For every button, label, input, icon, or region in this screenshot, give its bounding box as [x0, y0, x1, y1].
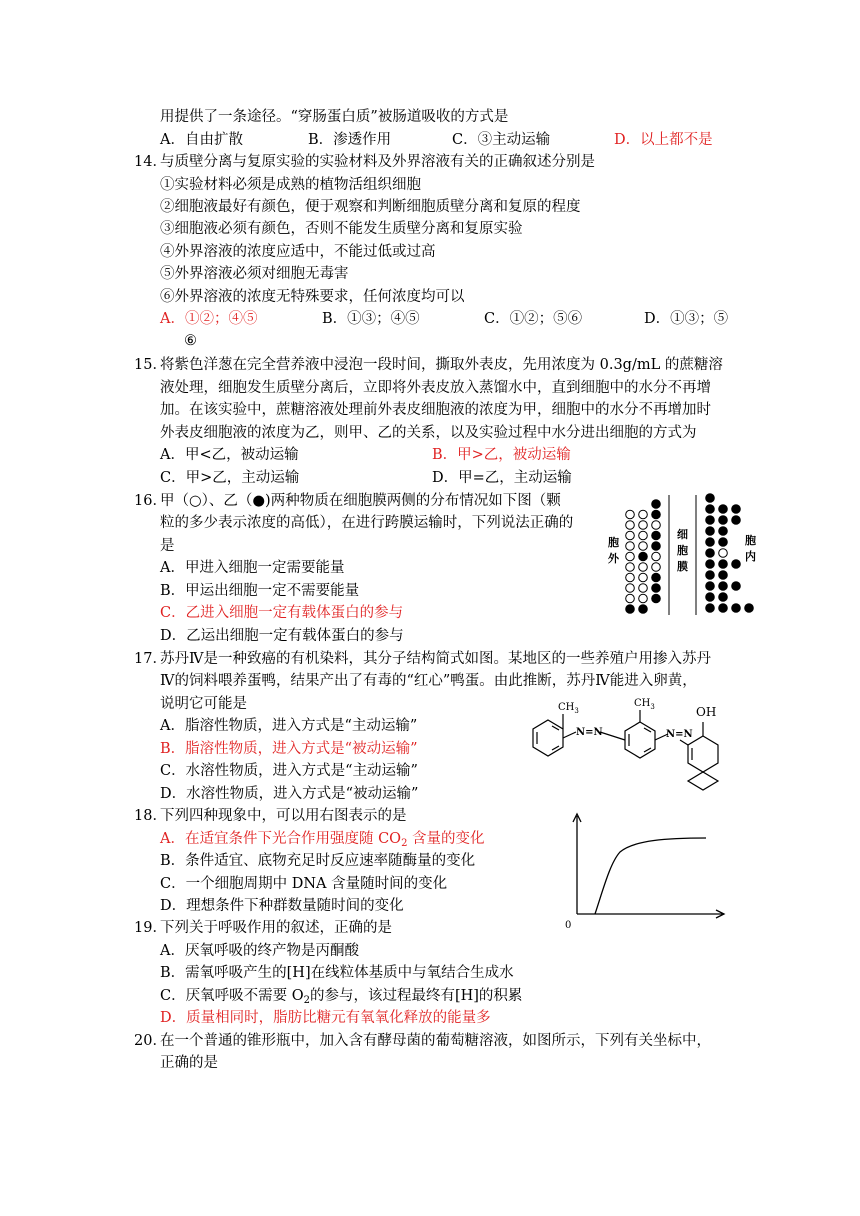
- particle-yi: [732, 505, 741, 514]
- q14-item-2: ②细胞液最好有颜色，便于观察和判断细胞质壁分离和复原的程度: [160, 199, 581, 215]
- q16-number: 16．: [134, 493, 167, 509]
- particle-jia: [626, 563, 635, 572]
- particle-yi: [719, 604, 728, 613]
- oh-label: OH: [696, 705, 717, 719]
- q16-line-2: 粒的多少表示浓度的高低），在进行跨膜运输时，下列说法正确的: [160, 515, 574, 531]
- particle-yi: [706, 604, 715, 613]
- q16-line-1: 甲（○）、乙（●)两种物质在细胞膜两侧的分布情况如下图（颗: [160, 493, 561, 509]
- q14-number: 14．: [134, 154, 167, 170]
- particle-yi: [719, 516, 728, 525]
- q15-option-b: B．甲>乙，被动运输: [432, 447, 571, 463]
- q14-item-3: ③细胞液必须有颜色，否则不能发生质壁分离和复原实验: [160, 221, 523, 237]
- particle-jia: [626, 521, 635, 530]
- q16-option-b: B．甲运出细胞一定不需要能量: [160, 583, 360, 599]
- q18-stem: 下列四种现象中，可以用右图表示的是: [160, 808, 407, 824]
- q18-option-c: C．一个细胞周期中 DNA 含量随时间的变化: [160, 876, 448, 892]
- q19-option-c-text: C．厌氧呼吸不需要 O: [160, 988, 304, 1004]
- saturation-curve-graph: [558, 808, 730, 934]
- label-inside-1: 胞: [745, 534, 756, 547]
- particle-yi: [719, 538, 728, 547]
- azo-label-2: N=N: [666, 729, 693, 740]
- particle-jia: [639, 563, 648, 572]
- particle-yi: [626, 605, 635, 614]
- q20-line-2: 正确的是: [160, 1055, 218, 1071]
- naphthalene-ring-b-approx: [688, 772, 718, 790]
- q14-stem: 与质壁分离与复原实验的实验材料及外界溶液有关的正确叙述分别是: [160, 154, 595, 170]
- q14-option-d-wrap: ⑥: [184, 333, 197, 349]
- particle-yi: [706, 527, 715, 536]
- particle-yi: [732, 604, 741, 613]
- q16-option-d: D．乙运出细胞一定有载体蛋白的参与: [160, 628, 404, 644]
- particle-yi: [745, 604, 754, 613]
- particle-yi: [706, 505, 715, 514]
- particle-jia: [639, 510, 648, 519]
- q18-option-d: D．理想条件下种群数量随时间的变化: [160, 898, 404, 914]
- q17-number: 17．: [134, 651, 167, 667]
- particle-yi: [706, 593, 715, 602]
- particle-jia: [652, 521, 661, 530]
- label-outside-2: 外: [608, 552, 619, 565]
- particle-jia: [652, 552, 661, 561]
- q17-option-d: D．水溶性物质，进入方式是“被动运输”: [160, 786, 419, 802]
- particle-jia: [639, 573, 648, 582]
- q18-option-b: B．条件适宜、底物充足时反应速率随酶量的变化: [160, 853, 476, 869]
- q15-line-2: 液处理，细胞发生质壁分离后，立即将外表皮放入蒸馏水中，直到细胞中的水分不再增: [160, 380, 711, 396]
- q18-option-a-tail: 含量的变化: [407, 831, 485, 847]
- q15-option-c: C．甲>乙，主动运输: [160, 470, 300, 486]
- q14-item-5: ⑤外界溶液必须对细胞无毒害: [160, 266, 349, 282]
- label-membrane-3: 膜: [677, 560, 688, 573]
- q15-option-d: D．甲=乙，主动运输: [432, 470, 572, 486]
- particle-jia: [639, 542, 648, 551]
- q16-option-a: A．甲进入细胞一定需要能量: [160, 560, 345, 576]
- q15-line-1: 将紫色洋葱在完全营养液中浸泡一段时间，撕取外表皮，先用浓度为 0.3g/mL 的蔗糖溶: [160, 357, 723, 373]
- particle-yi: [706, 582, 715, 591]
- q16-line-3: 是: [160, 538, 175, 554]
- q17-option-b: B．脂溶性物质，进入方式是“被动运输”: [160, 741, 418, 757]
- label-membrane-2: 胞: [677, 544, 688, 557]
- q17-line-3: 说明它可能是: [160, 696, 247, 712]
- q19-number: 19．: [134, 920, 167, 936]
- particle-yi: [652, 594, 661, 603]
- particle-yi: [732, 582, 741, 591]
- q14-item-6: ⑥外界溶液的浓度无特殊要求，任何浓度均可以: [160, 289, 465, 305]
- particle-yi: [719, 582, 728, 591]
- particle-yi: [639, 605, 648, 614]
- particle-yi: [706, 560, 715, 569]
- particle-yi: [706, 494, 715, 503]
- q14-item-4: ④外界溶液的浓度应适中，不能过低或过高: [160, 244, 436, 260]
- q14-option-a: A．①②；④⑤: [160, 311, 258, 327]
- particle-yi: [706, 516, 715, 525]
- particle-jia: [639, 594, 648, 603]
- q18-option-a-sub: 2: [401, 838, 408, 849]
- particle-jia: [639, 584, 648, 593]
- origin-label: 0: [565, 920, 572, 931]
- particle-jia: [626, 584, 635, 593]
- particle-yi: [652, 542, 661, 551]
- particle-yi: [719, 571, 728, 580]
- particle-jia: [639, 521, 648, 530]
- q14-option-b: B．①③；④⑤: [322, 311, 420, 327]
- q14-item-1: ①实验材料必须是成熟的植物活组织细胞: [160, 177, 421, 193]
- particle-jia: [652, 563, 661, 572]
- particle-jia: [626, 594, 635, 603]
- q14-option-c: C．①②；⑤⑥: [484, 311, 583, 327]
- q20-number: 20．: [134, 1033, 167, 1049]
- q19-option-c-tail: 的参与，该过程最终有[H]的积累: [309, 988, 523, 1004]
- particle-yi: [706, 571, 715, 580]
- q18-number: 18．: [134, 808, 167, 824]
- q17-option-a: A．脂溶性物质，进入方式是“主动运输”: [160, 718, 418, 734]
- q13-option-a: A．自由扩散: [160, 132, 243, 148]
- particle-yi: [652, 500, 661, 509]
- particle-yi: [732, 516, 741, 525]
- q19-option-b: B．需氧呼吸产生的[H]在线粒体基质中与氧结合生成水: [160, 965, 514, 981]
- membrane-diagram: [600, 490, 770, 620]
- particles-outside: [626, 500, 661, 614]
- q13-option-c: C．③主动运输: [452, 132, 551, 148]
- azo-label-1: N=N: [576, 727, 603, 738]
- q17-line-1: 苏丹Ⅳ是一种致癌的有机染料，其分子结构简式如图。某地区的一些养殖户用掺入苏丹: [160, 651, 711, 667]
- label-outside-1: 胞: [608, 536, 619, 549]
- particle-yi: [732, 560, 741, 569]
- q15-number: 15．: [134, 357, 167, 373]
- particle-jia: [626, 542, 635, 551]
- particle-jia: [626, 573, 635, 582]
- q16-option-c: C．乙进入细胞一定有载体蛋白的参与: [160, 605, 404, 621]
- q17-option-c: C．水溶性物质，进入方式是“主动运输”: [160, 763, 418, 779]
- ch3-label-1: $CH_3$: [558, 702, 579, 715]
- particle-yi: [652, 531, 661, 540]
- q13-stem-cont: 用提供了一条途径。“穿肠蛋白质”被肠道吸收的方式是: [160, 109, 509, 125]
- particle-jia: [639, 531, 648, 540]
- q17-line-2: Ⅳ的饲料喂养蛋鸭，结果产出了有毒的“红心”鸭蛋。由此推断，苏丹Ⅳ能进入卵黄，: [160, 673, 697, 689]
- particle-yi: [719, 505, 728, 514]
- response-curve: [595, 838, 706, 914]
- particle-jia: [719, 549, 728, 558]
- sudan-iv-structure: [528, 692, 738, 796]
- q20-line-1: 在一个普通的锥形瓶中，加入含有酵母菌的葡萄糖溶液，如图所示，下列有关坐标中，: [160, 1033, 711, 1049]
- label-membrane-1: 细: [677, 528, 688, 541]
- label-inside-2: 内: [745, 550, 756, 563]
- particle-yi: [652, 584, 661, 593]
- particle-yi: [719, 560, 728, 569]
- particle-jia: [626, 510, 635, 519]
- q13-option-d: D．以上都不是: [614, 132, 713, 148]
- particle-yi: [639, 552, 648, 561]
- particle-yi: [706, 549, 715, 558]
- ch3-label-2: $CH_3$: [634, 698, 655, 711]
- particle-jia: [626, 552, 635, 561]
- q15-line-3: 加。在该实验中，蔗糖溶液处理前外表皮细胞液的浓度为甲，细胞中的水分不再增加时: [160, 402, 711, 418]
- particle-yi: [719, 593, 728, 602]
- q18-option-a-text: A．在适宜条件下光合作用强度随 CO: [160, 831, 402, 847]
- particle-jia: [626, 531, 635, 540]
- q15-option-a: A．甲<乙，被动运输: [160, 447, 299, 463]
- q19-option-a: A．厌氧呼吸的终产物是丙酮酸: [160, 943, 359, 959]
- q19-stem: 下列关于呼吸作用的叙述，正确的是: [160, 920, 392, 936]
- particle-yi: [706, 538, 715, 547]
- q19-option-c-sub: 2: [303, 995, 310, 1006]
- q19-option-d: D．质量相同时，脂肪比糖元有氧氧化释放的能量多: [160, 1010, 491, 1026]
- q13-option-b: B．渗透作用: [308, 132, 392, 148]
- q14-option-d: D．①③；⑤: [644, 311, 729, 327]
- particle-yi: [652, 573, 661, 582]
- particle-yi: [719, 527, 728, 536]
- particle-yi: [652, 510, 661, 519]
- q15-line-4: 外表皮细胞液的浓度为乙，则甲、乙的关系，以及实验过程中水分进出细胞的方式为: [160, 425, 697, 441]
